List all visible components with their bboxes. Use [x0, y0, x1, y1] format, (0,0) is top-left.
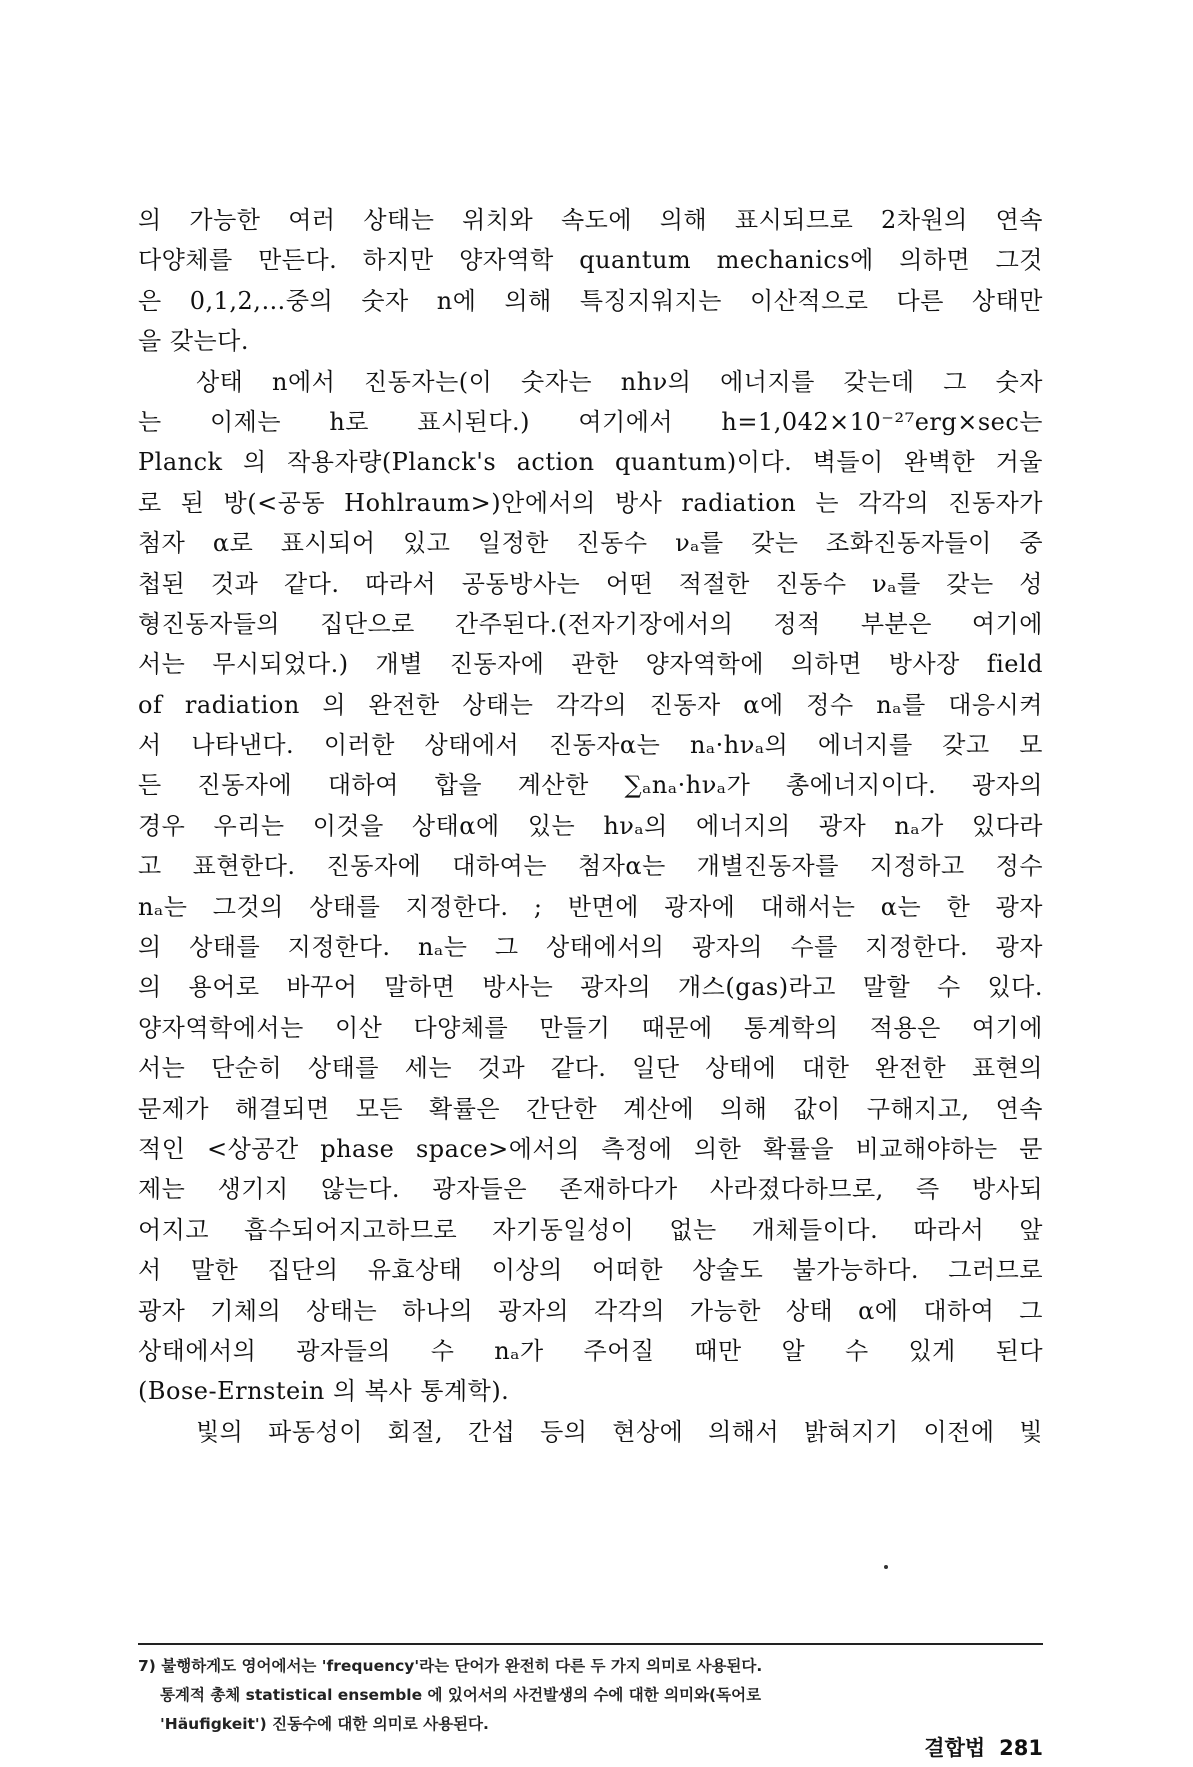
text-line: 빛의 파동성이 회절, 간섭 등의 현상에 의해서 밝혀지기 이전에 빛 [196, 1417, 1043, 1446]
text-line: 의 용어로 바꾸어 말하면 방사는 광자의 개스(gas)라고 말할 수 있다. [138, 973, 1043, 1002]
text-line: 첨자 α로 표시되어 있고 일정한 진동수 νₐ를 갖는 조화진동자들이 중 [138, 529, 1043, 558]
text-line: 광자 기체의 상태는 하나의 광자의 각각의 가능한 상태 α에 대하여 그 [138, 1296, 1043, 1325]
text-line: 첩된 것과 같다. 따라서 공동방사는 어떤 적절한 진동수 νₐ를 갖는 성 [138, 569, 1043, 598]
text-line: 문제가 해결되면 모든 확률은 간단한 계산에 의해 값이 구해지고, 연속 [138, 1094, 1043, 1123]
text-line: 고 표현한다. 진동자에 대하여는 첨자α는 개별진동자를 지정하고 정수 [138, 852, 1043, 881]
chapter-title: 결합법 [924, 1736, 986, 1760]
text-line: 서 나타낸다. 이러한 상태에서 진동자α는 nₐ·hνₐ의 에너지를 갖고 모 [138, 731, 1043, 760]
text-line: 적인 <상공간 phase space>에서의 측정에 의한 확률을 비교해야하는 문 [138, 1134, 1043, 1163]
footnote [138, 1652, 1043, 1739]
text-line: 는 이제는 h로 표시된다.) 여기에서 h=1,042×10⁻²⁷erg×sec는 [138, 407, 1043, 436]
text-line: Planck 의 작용자량(Planck's action quantum)이다. 벽들이 완벽한 거울 [138, 448, 1043, 477]
text-line: 은 0,1,2,…중의 숫자 n에 의해 특징지워지는 이산적으로 다른 상태만 [138, 286, 1043, 315]
text-line: 서는 단순히 상태를 세는 것과 같다. 일단 상태에 대한 완전한 표현의 [138, 1054, 1043, 1083]
text-line: 서 말한 집단의 유효상태 이상의 어떠한 상술도 불가능하다. 그러므로 [138, 1256, 1043, 1285]
text-line: of radiation 의 완전한 상태는 각각의 진동자 α에 정수 nₐ를 대응시켜 [138, 690, 1043, 719]
text-line: nₐ는 그것의 상태를 지정한다. ; 반면에 광자에 대해서는 α는 한 광자 [138, 892, 1043, 921]
text-line: 든 진동자에 대하여 합을 계산한 ∑ₐnₐ·hνₐ가 총에너지이다. 광자의 [138, 771, 1043, 800]
footnote-line: 'Häufigkeit') 진동수에 대한 의미로 사용된다. [160, 1715, 489, 1733]
text-line: 을 갖는다. [138, 327, 249, 356]
text-line: 형진동자들의 집단으로 간주된다.(전자기장에서의 정적 부분은 여기에 [138, 609, 1043, 638]
text-line: 의 가능한 여러 상태는 위치와 속도에 의해 표시되므로 2차원의 연속 [138, 206, 1043, 234]
running-footer [643, 1733, 1043, 1763]
text-line: 의 상태를 지정한다. nₐ는 그 상태에서의 광자의 수를 지정한다. 광자 [138, 933, 1043, 962]
stray-mark [884, 1565, 888, 1569]
text-line: 상태에서의 광자들의 수 nₐ가 주어질 때만 알 수 있게 된다 [138, 1336, 1043, 1365]
page-number: 281 [999, 1736, 1043, 1760]
text-line: 다양체를 만든다. 하지만 양자역학 quantum mechanics에 의하면 그것 [138, 246, 1043, 275]
text-line: 상태 n에서 진동자는(이 숫자는 nhν의 에너지를 갖는데 그 숫자 [196, 367, 1043, 396]
text-line: 로 된 방(<공동 Hohlraum>)안에서의 방사 radiation 는 각각의 진동자가 [138, 488, 1043, 517]
footnote-line: 통계적 총체 statistical ensemble 에 있어서의 사건발생의 수에 대한 의미와(독어로 [160, 1686, 762, 1704]
text-line: 경우 우리는 이것을 상태α에 있는 hνₐ의 에너지의 광자 nₐ가 있다라 [138, 811, 1043, 840]
text-line: 제는 생기지 않는다. 광자들은 존재하다가 사라졌다하므로, 즉 방사되 [138, 1175, 1043, 1204]
footnote-line: 7) 불행하게도 영어에서는 'frequency'라는 단어가 완전히 다른 두 가지 의미로 사용된다. [138, 1657, 763, 1675]
text-line: 양자역학에서는 이산 다양체를 만들기 때문에 통계학의 적용은 여기에 [138, 1013, 1043, 1042]
text-line: 서는 무시되었다.) 개별 진동자에 관한 양자역학에 의하면 방사장 field [138, 650, 1043, 679]
text-line: (Bose-Ernstein 의 복사 통계학). [138, 1377, 510, 1406]
text-line: 어지고 흡수되어지고하므로 자기동일성이 없는 개체들이다. 따라서 앞 [138, 1215, 1043, 1244]
footnote-divider [138, 1643, 1043, 1645]
body-text [138, 200, 1043, 1452]
